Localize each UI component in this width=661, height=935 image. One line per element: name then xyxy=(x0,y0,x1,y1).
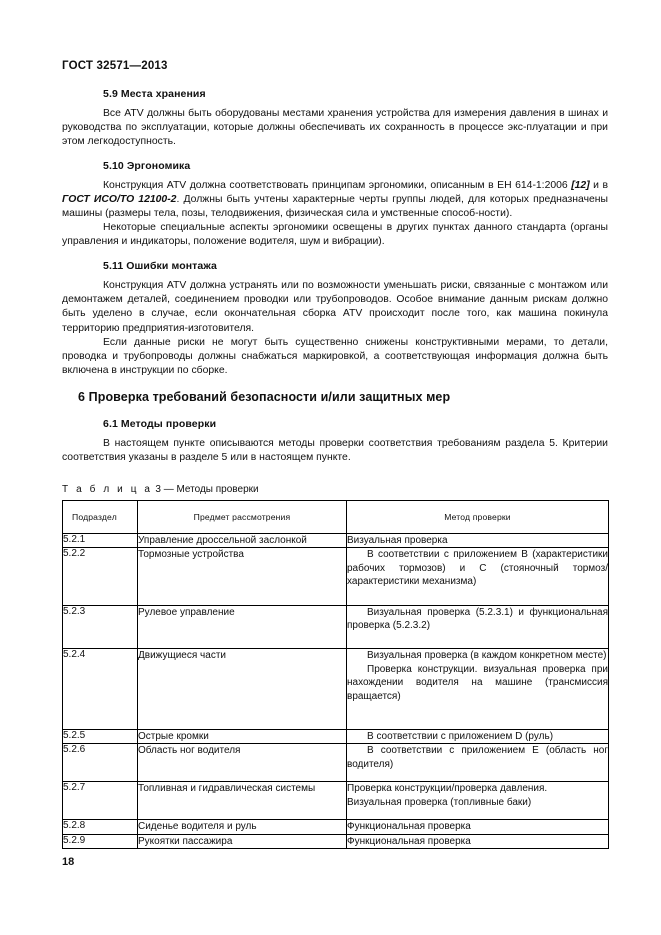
cell-subclause: 5.2.5 xyxy=(63,730,138,744)
clause-paragraph: В настоящем пункте описываются методы проверки соответствия требованиям раздела 5. Критерии соответствия указаны в разделе 5 или в настоящем пункте. xyxy=(62,437,608,463)
cell-subclause: 5.2.3 xyxy=(63,605,138,649)
table-caption xyxy=(62,483,259,496)
method-line: В соответствии с приложением Е (область ног водителя) xyxy=(347,745,608,770)
table-row xyxy=(63,744,609,782)
method-line: В соответствии с приложением D (руль) xyxy=(367,731,554,743)
table-row xyxy=(63,605,609,649)
table-row xyxy=(63,548,609,605)
table-row xyxy=(63,649,609,730)
table-header-subclause: Подраздел xyxy=(63,501,138,534)
cell-subclause: 5.2.8 xyxy=(63,820,138,834)
table-caption-dash: — xyxy=(163,484,174,495)
cell-method xyxy=(347,820,609,834)
method-line: Проверка конструкции/проверка давления. xyxy=(347,783,548,795)
cell-subject: Управление дроссельной заслонкой xyxy=(138,534,347,548)
cell-subclause: 5.2.2 xyxy=(63,548,138,605)
method-line: Функциональная проверка xyxy=(347,835,471,847)
cell-method xyxy=(347,534,609,548)
clause-paragraph: Конструкция ATV должна устранять или по возможности уменьшать риски, связанные с монтажом или демонтажем деталей, соединением проводки или трубопроводов. Особое внимание данным рискам должно быть уделено в случае, если окончательная сборка ATV происходит после того, как машина покинула территорию предприятия-изготовителя. xyxy=(62,280,608,334)
method-line: Визуальная проверка (в каждом конкретном месте) xyxy=(367,650,607,662)
method-line: Визуальная проверка xyxy=(347,535,448,546)
method-line: Визуальная проверка (5.2.3.1) и функциональная проверка (5.2.3.2) xyxy=(347,606,608,632)
cell-method xyxy=(347,744,609,782)
cell-subject: Рукоятки пассажира xyxy=(138,834,347,848)
reference-standard: ГОСТ ИСО/ТО 12100-2 xyxy=(62,194,177,206)
table-caption-number: 3 xyxy=(155,484,161,495)
clause-block-5-9 xyxy=(62,88,608,149)
table-row xyxy=(63,534,609,548)
cell-subclause: 5.2.7 xyxy=(63,782,138,820)
method-line: Функциональная проверка xyxy=(347,821,471,833)
cell-method xyxy=(347,649,609,730)
cell-method xyxy=(347,548,609,605)
clause-paragraph: Если данные риски не могут быть существенно снижены конструктивными мерами, то детали, проводка и трубопроводы должны снабжаться маркировкой, а соответствующая информация должна быть включена в инструкции по сборке. xyxy=(62,336,608,376)
cell-subject: Тормозные устройства xyxy=(138,548,347,605)
methods-table-wrapper xyxy=(62,500,608,849)
cell-subclause: 5.2.9 xyxy=(63,834,138,848)
clause-heading-6-1: 6.1 Методы проверки xyxy=(103,417,217,430)
cell-method xyxy=(347,782,609,820)
document-header-standard-number: ГОСТ 32571—2013 xyxy=(62,60,168,72)
cell-subject: Сиденье водителя и руль xyxy=(138,820,347,834)
cell-subclause: 5.2.6 xyxy=(63,744,138,782)
cell-method xyxy=(347,834,609,848)
table-row xyxy=(63,834,609,848)
method-line: В соответствии с приложением В (характеристики рабочих тормозов) и С (стояночный тормоз/характеристики механизма) xyxy=(347,549,608,588)
table-header-subject: Предмет рассмотрения xyxy=(138,501,347,534)
table-body xyxy=(63,534,609,849)
cell-method xyxy=(347,605,609,649)
cell-subclause: 5.2.1 xyxy=(63,534,138,548)
clause-paragraph-rich: Конструкция ATV должна соответствовать принципам эргономики, описанным в ЕН 614-1:2006 [12] и в ГОСТ ИСО/ТО 12100-2. Должны быть учтены характерные черты группы людей, для которых предназначены машины (размеры тела, позы, телодвижения, физическая сила и умственные способ-ности). xyxy=(62,180,608,220)
cell-subject: Область ног водителя xyxy=(138,744,347,782)
cell-subclause: 5.2.4 xyxy=(63,649,138,730)
method-line: Проверка конструкции. визуальная проверка при нахождении водителя на машине (трансмиссия вращается) xyxy=(347,663,608,702)
table-row xyxy=(63,820,609,834)
clause-block-5-10 xyxy=(62,160,608,249)
cell-subject: Топливная и гидравлическая системы xyxy=(138,782,347,820)
section-block-6 xyxy=(62,389,608,465)
clause-heading-5-9: 5.9 Места хранения xyxy=(103,88,206,100)
table-row xyxy=(63,782,609,820)
methods-table xyxy=(62,500,609,849)
document-body xyxy=(62,88,608,474)
clause-block-5-11 xyxy=(62,260,608,377)
cell-subject: Острые кромки xyxy=(138,730,347,744)
table-header-row xyxy=(63,501,609,534)
page-number: 18 xyxy=(62,856,75,868)
clause-paragraph: Все ATV должны быть оборудованы местами хранения устройства для измерения давления в шинах и руководства по эксплуатации, которые должны обеспечивать их сохранность в процессе экс-плуатации и при этом легкодоступность. xyxy=(62,108,608,148)
cell-subject: Движущиеся части xyxy=(138,649,347,730)
section-heading-6: 6 Проверка требований безопасности и/или защитных мер xyxy=(78,389,451,404)
table-caption-title: Методы проверки xyxy=(176,484,259,495)
reference-marker: [12] xyxy=(571,180,590,192)
method-line: Визуальная проверка (топливные баки) xyxy=(347,796,532,808)
cell-method xyxy=(347,730,609,744)
cell-subject: Рулевое управление xyxy=(138,605,347,649)
clause-heading-5-10: 5.10 Эргономика xyxy=(103,160,191,173)
table-header-method: Метод проверки xyxy=(347,501,609,534)
clause-heading-5-11: 5.11 Ошибки монтажа xyxy=(103,260,217,273)
table-row xyxy=(63,730,609,744)
table-caption-label: Т а б л и ц а xyxy=(62,484,153,495)
clause-paragraph: Некоторые специальные аспекты эргономики освещены в других пунктах данного стандарта (органы управления и индикаторы, положение водителя, шум и вибрации). xyxy=(62,222,608,248)
